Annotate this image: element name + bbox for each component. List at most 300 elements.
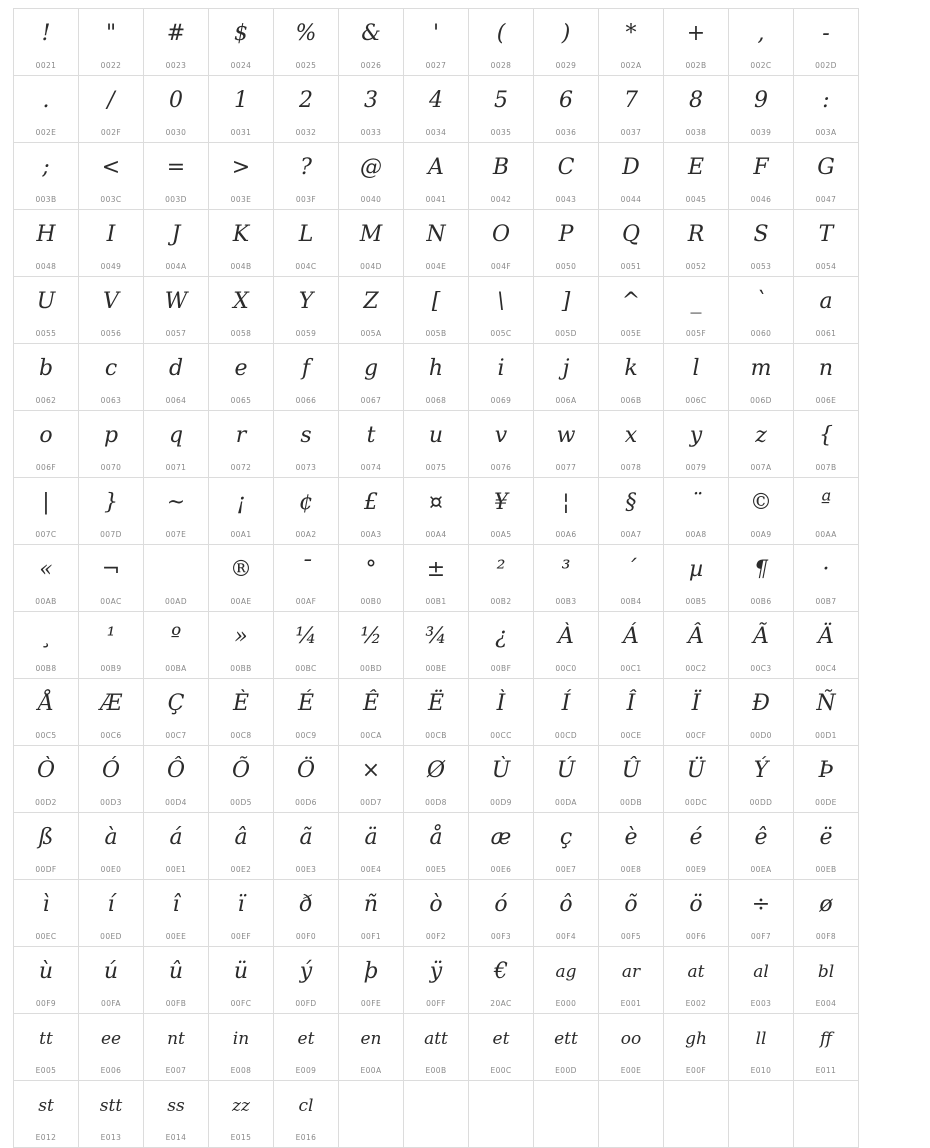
glyph-cell[interactable]: [664, 813, 729, 880]
glyph-character: 3: [364, 88, 378, 113]
glyph-cell[interactable]: [79, 746, 144, 813]
glyph-cell[interactable]: [469, 344, 534, 411]
glyph-cell[interactable]: [404, 478, 469, 545]
glyph-character: Û: [621, 758, 641, 783]
glyph-cell[interactable]: [274, 411, 339, 478]
glyph-cell[interactable]: [664, 1014, 729, 1081]
glyph-cell[interactable]: [144, 1081, 209, 1148]
glyph-cell[interactable]: [209, 612, 274, 679]
glyph-cell[interactable]: [144, 210, 209, 277]
glyph-cell[interactable]: [274, 76, 339, 143]
glyph-cell[interactable]: [729, 545, 794, 612]
glyph-codepoint: 0038: [685, 128, 707, 137]
glyph-cell[interactable]: [209, 478, 274, 545]
glyph-cell[interactable]: [469, 545, 534, 612]
glyph-cell[interactable]: [534, 411, 599, 478]
glyph-character: å: [429, 825, 443, 850]
glyph-codepoint: E00F: [685, 1066, 707, 1075]
glyph-cell[interactable]: [79, 344, 144, 411]
glyph-cell[interactable]: [469, 210, 534, 277]
glyph-cell[interactable]: [469, 746, 534, 813]
glyph-character: B: [492, 155, 510, 180]
glyph-cell[interactable]: [469, 277, 534, 344]
glyph-character: $: [234, 21, 248, 46]
glyph-cell[interactable]: [209, 880, 274, 947]
glyph-cell[interactable]: [729, 880, 794, 947]
glyph-codepoint: 00A5: [490, 530, 512, 539]
glyph-cell[interactable]: [209, 1014, 274, 1081]
glyph-cell[interactable]: [144, 143, 209, 210]
glyph-cell[interactable]: [14, 679, 79, 746]
glyph-cell[interactable]: [209, 143, 274, 210]
glyph-cell[interactable]: [729, 612, 794, 679]
glyph-codepoint: 0025: [295, 61, 317, 70]
glyph-cell[interactable]: [209, 746, 274, 813]
glyph-cell[interactable]: [534, 612, 599, 679]
glyph-cell[interactable]: [664, 9, 729, 76]
glyph-cell[interactable]: [209, 947, 274, 1014]
glyph-cell[interactable]: [274, 210, 339, 277]
glyph-cell[interactable]: [664, 746, 729, 813]
glyph-cell[interactable]: [469, 9, 534, 76]
glyph-cell[interactable]: [534, 76, 599, 143]
glyph-cell[interactable]: [794, 679, 859, 746]
glyph-cell[interactable]: [664, 612, 729, 679]
glyph-cell[interactable]: [339, 9, 404, 76]
glyph-cell[interactable]: [79, 813, 144, 880]
glyph-cell[interactable]: [534, 813, 599, 880]
glyph-cell[interactable]: [274, 880, 339, 947]
glyph-codepoint: 003D: [165, 195, 187, 204]
glyph-codepoint: 00CD: [554, 731, 578, 740]
glyph-cell[interactable]: [14, 1081, 79, 1148]
glyph-cell[interactable]: [274, 545, 339, 612]
glyph-cell[interactable]: [404, 277, 469, 344]
glyph-codepoint: E00A: [360, 1066, 382, 1075]
glyph-cell[interactable]: [534, 344, 599, 411]
glyph-codepoint: 004A: [165, 262, 187, 271]
glyph-cell[interactable]: [599, 478, 664, 545]
glyph-codepoint: 0045: [685, 195, 707, 204]
glyph-cell[interactable]: [729, 679, 794, 746]
glyph-cell[interactable]: [274, 679, 339, 746]
glyph-character: Á: [623, 624, 639, 649]
glyph-cell[interactable]: [209, 411, 274, 478]
glyph-cell[interactable]: [404, 679, 469, 746]
glyph-character: a: [819, 289, 833, 314]
glyph-cell[interactable]: [534, 143, 599, 210]
glyph-cell[interactable]: [274, 612, 339, 679]
glyph-codepoint: 0035: [490, 128, 512, 137]
glyph-codepoint: 00CE: [620, 731, 642, 740]
glyph-codepoint: 0050: [555, 262, 577, 271]
glyph-character: º: [170, 624, 182, 649]
glyph-cell[interactable]: [729, 813, 794, 880]
glyph-cell[interactable]: [274, 143, 339, 210]
glyph-character: §: [625, 490, 637, 515]
glyph-character: }: [104, 490, 118, 515]
glyph-cell[interactable]: [664, 411, 729, 478]
glyph-cell[interactable]: [794, 411, 859, 478]
glyph-cell[interactable]: [469, 76, 534, 143]
glyph-character: ¢: [299, 490, 313, 515]
glyph-cell[interactable]: [599, 9, 664, 76]
glyph-character: w: [556, 423, 576, 448]
glyph-codepoint: E012: [35, 1133, 57, 1142]
glyph-cell[interactable]: [794, 478, 859, 545]
glyph-cell[interactable]: [14, 947, 79, 1014]
glyph-codepoint: 00E7: [555, 865, 577, 874]
glyph-cell[interactable]: [339, 679, 404, 746]
glyph-cell[interactable]: [14, 880, 79, 947]
glyph-cell[interactable]: [144, 344, 209, 411]
glyph-cell[interactable]: [79, 679, 144, 746]
glyph-cell[interactable]: [14, 277, 79, 344]
glyph-cell[interactable]: [404, 1014, 469, 1081]
glyph-cell[interactable]: [209, 813, 274, 880]
glyph-cell[interactable]: [469, 880, 534, 947]
glyph-cell[interactable]: [79, 9, 144, 76]
glyph-cell[interactable]: [14, 545, 79, 612]
glyph-cell[interactable]: [534, 880, 599, 947]
glyph-codepoint: 0079: [685, 463, 707, 472]
glyph-cell[interactable]: [14, 746, 79, 813]
glyph-cell[interactable]: [599, 76, 664, 143]
glyph-character: Ø: [426, 758, 446, 783]
glyph-cell[interactable]: [599, 746, 664, 813]
glyph-cell[interactable]: [729, 411, 794, 478]
glyph-codepoint: 006C: [685, 396, 707, 405]
glyph-cell[interactable]: [534, 9, 599, 76]
glyph-cell[interactable]: [794, 947, 859, 1014]
glyph-cell[interactable]: [664, 478, 729, 545]
glyph-cell[interactable]: [209, 545, 274, 612]
glyph-cell[interactable]: [339, 746, 404, 813]
glyph-cell[interactable]: [599, 411, 664, 478]
glyph-cell[interactable]: [274, 478, 339, 545]
glyph-codepoint: 003F: [295, 195, 317, 204]
glyph-character: ¯: [300, 557, 312, 582]
glyph-cell[interactable]: [79, 411, 144, 478]
glyph-cell[interactable]: [664, 679, 729, 746]
glyph-character: ll: [755, 1029, 767, 1049]
glyph-character: ¦: [562, 490, 570, 515]
glyph-cell[interactable]: [144, 947, 209, 1014]
glyph-character: F: [753, 155, 769, 180]
glyph-character: gh: [685, 1029, 707, 1049]
glyph-cell[interactable]: [729, 746, 794, 813]
glyph-cell[interactable]: [794, 880, 859, 947]
glyph-cell[interactable]: [729, 9, 794, 76]
glyph-codepoint: 003B: [35, 195, 57, 204]
glyph-cell[interactable]: [794, 277, 859, 344]
glyph-cell[interactable]: [14, 478, 79, 545]
glyph-cell[interactable]: [339, 210, 404, 277]
glyph-character: ee: [100, 1029, 122, 1049]
glyph-cell[interactable]: [14, 344, 79, 411]
glyph-cell[interactable]: [794, 612, 859, 679]
glyph-cell[interactable]: [599, 277, 664, 344]
glyph-cell[interactable]: [14, 1014, 79, 1081]
glyph-character: ×: [361, 758, 381, 783]
glyph-codepoint: 0068: [425, 396, 447, 405]
glyph-character: î: [172, 892, 180, 917]
glyph-cell[interactable]: [404, 612, 469, 679]
glyph-cell[interactable]: [729, 344, 794, 411]
glyph-codepoint: 00E0: [100, 865, 122, 874]
glyph-cell[interactable]: [469, 947, 534, 1014]
glyph-character: q: [168, 423, 184, 448]
glyph-codepoint: 0042: [490, 195, 512, 204]
glyph-cell[interactable]: [144, 9, 209, 76]
glyph-cell[interactable]: [79, 143, 144, 210]
glyph-cell[interactable]: [599, 344, 664, 411]
glyph-cell[interactable]: [144, 411, 209, 478]
glyph-cell[interactable]: [534, 1014, 599, 1081]
glyph-cell[interactable]: [664, 947, 729, 1014]
glyph-codepoint: 0057: [165, 329, 187, 338]
glyph-cell[interactable]: [664, 344, 729, 411]
glyph-cell[interactable]: [339, 545, 404, 612]
glyph-cell[interactable]: [664, 545, 729, 612]
glyph-cell[interactable]: [404, 746, 469, 813]
glyph-codepoint: 00DB: [619, 798, 643, 807]
glyph-cell[interactable]: [79, 277, 144, 344]
glyph-cell[interactable]: [274, 746, 339, 813]
glyph-cell[interactable]: [794, 1014, 859, 1081]
glyph-cell[interactable]: [79, 947, 144, 1014]
glyph-character: Ã: [753, 624, 769, 649]
glyph-cell[interactable]: [794, 9, 859, 76]
glyph-character: ¹: [106, 624, 116, 649]
glyph-cell[interactable]: [144, 746, 209, 813]
glyph-character: i: [497, 356, 505, 381]
glyph-cell[interactable]: [794, 344, 859, 411]
glyph-cell[interactable]: [14, 813, 79, 880]
glyph-cell[interactable]: [469, 411, 534, 478]
glyph-cell[interactable]: [14, 411, 79, 478]
glyph-character: x: [624, 423, 638, 448]
glyph-codepoint: 0031: [230, 128, 252, 137]
glyph-cell[interactable]: [404, 143, 469, 210]
glyph-character: -: [822, 21, 830, 46]
glyph-cell[interactable]: [14, 76, 79, 143]
glyph-cell[interactable]: [14, 612, 79, 679]
glyph-cell[interactable]: [209, 344, 274, 411]
glyph-cell[interactable]: [599, 210, 664, 277]
glyph-cell[interactable]: [729, 1014, 794, 1081]
glyph-cell[interactable]: [664, 143, 729, 210]
glyph-cell[interactable]: [274, 947, 339, 1014]
glyph-cell[interactable]: [599, 813, 664, 880]
glyph-cell[interactable]: [79, 76, 144, 143]
glyph-cell[interactable]: [144, 813, 209, 880]
glyph-cell[interactable]: [209, 679, 274, 746]
glyph-cell[interactable]: [404, 210, 469, 277]
glyph-character: p: [103, 423, 119, 448]
glyph-cell[interactable]: [534, 947, 599, 1014]
glyph-cell[interactable]: [729, 76, 794, 143]
glyph-cell[interactable]: [274, 277, 339, 344]
glyph-cell[interactable]: [339, 947, 404, 1014]
glyph-cell[interactable]: [534, 210, 599, 277]
glyph-character: Ë: [427, 691, 445, 716]
glyph-cell[interactable]: [469, 478, 534, 545]
glyph-cell[interactable]: [664, 277, 729, 344]
glyph-cell[interactable]: [339, 344, 404, 411]
glyph-character: Í: [561, 691, 571, 716]
glyph-character: +: [686, 21, 706, 46]
glyph-character: ): [561, 21, 571, 46]
glyph-cell[interactable]: [404, 344, 469, 411]
glyph-cell[interactable]: [534, 478, 599, 545]
glyph-cell[interactable]: [339, 143, 404, 210]
glyph-cell[interactable]: [339, 612, 404, 679]
glyph-character: _: [690, 289, 702, 314]
glyph-cell[interactable]: [274, 1081, 339, 1148]
glyph-cell[interactable]: [209, 277, 274, 344]
glyph-character: ½: [360, 624, 382, 649]
glyph-cell[interactable]: [339, 277, 404, 344]
glyph-cell[interactable]: [144, 612, 209, 679]
glyph-cell[interactable]: [469, 612, 534, 679]
glyph-cell[interactable]: [664, 210, 729, 277]
glyph-cell[interactable]: [664, 76, 729, 143]
glyph-cell[interactable]: [729, 277, 794, 344]
glyph-cell[interactable]: [599, 612, 664, 679]
glyph-cell[interactable]: [404, 411, 469, 478]
glyph-character: ù: [38, 959, 54, 984]
glyph-cell[interactable]: [729, 947, 794, 1014]
glyph-cell[interactable]: [534, 545, 599, 612]
glyph-cell[interactable]: [404, 76, 469, 143]
glyph-cell[interactable]: [469, 679, 534, 746]
glyph-cell[interactable]: [794, 76, 859, 143]
glyph-cell[interactable]: [404, 880, 469, 947]
glyph-character: *: [625, 21, 637, 46]
glyph-cell[interactable]: [339, 478, 404, 545]
glyph-character: Ä: [818, 624, 834, 649]
glyph-cell[interactable]: [274, 813, 339, 880]
glyph-cell[interactable]: [404, 545, 469, 612]
glyph-character: ¥: [494, 490, 508, 515]
glyph-cell[interactable]: [599, 679, 664, 746]
glyph-character: ë: [819, 825, 833, 850]
glyph-cell[interactable]: [79, 880, 144, 947]
glyph-cell[interactable]: [339, 1014, 404, 1081]
glyph-codepoint: 00FF: [426, 999, 446, 1008]
glyph-cell[interactable]: [534, 277, 599, 344]
glyph-cell[interactable]: [209, 76, 274, 143]
glyph-cell[interactable]: [14, 143, 79, 210]
glyph-codepoint: 00A7: [620, 530, 642, 539]
glyph-character: P: [558, 222, 574, 247]
glyph-codepoint: 00C2: [685, 664, 707, 673]
glyph-character: R: [687, 222, 705, 247]
glyph-codepoint: 0053: [750, 262, 772, 271]
glyph-cell[interactable]: [144, 679, 209, 746]
glyph-cell[interactable]: [144, 76, 209, 143]
glyph-cell[interactable]: [274, 1014, 339, 1081]
glyph-cell[interactable]: [144, 880, 209, 947]
glyph-cell[interactable]: [209, 9, 274, 76]
glyph-cell[interactable]: [599, 545, 664, 612]
glyph-cell[interactable]: [794, 545, 859, 612]
glyph-codepoint: 00E1: [165, 865, 187, 874]
glyph-cell[interactable]: [14, 210, 79, 277]
glyph-cell[interactable]: [209, 1081, 274, 1148]
glyph-cell[interactable]: [599, 947, 664, 1014]
glyph-cell[interactable]: [794, 813, 859, 880]
glyph-codepoint: 004E: [425, 262, 447, 271]
glyph-cell[interactable]: [339, 76, 404, 143]
glyph-cell[interactable]: [469, 1014, 534, 1081]
glyph-cell[interactable]: [664, 880, 729, 947]
glyph-codepoint: E008: [230, 1066, 252, 1075]
glyph-cell[interactable]: [729, 478, 794, 545]
glyph-cell[interactable]: [144, 478, 209, 545]
glyph-cell[interactable]: [599, 143, 664, 210]
glyph-cell[interactable]: [79, 210, 144, 277]
glyph-character: <: [101, 155, 121, 180]
glyph-cell[interactable]: [534, 746, 599, 813]
glyph-cell[interactable]: [534, 679, 599, 746]
glyph-character: [144, 553, 208, 587]
glyph-cell[interactable]: [599, 1014, 664, 1081]
glyph-cell[interactable]: [404, 813, 469, 880]
glyph-cell[interactable]: [79, 612, 144, 679]
glyph-cell[interactable]: [144, 1014, 209, 1081]
glyph-cell[interactable]: [274, 9, 339, 76]
glyph-cell[interactable]: [729, 143, 794, 210]
glyph-cell[interactable]: [79, 478, 144, 545]
glyph-cell[interactable]: [339, 813, 404, 880]
glyph-cell-empty: [469, 1081, 534, 1148]
glyph-codepoint: 00E9: [685, 865, 707, 874]
glyph-codepoint: 00ED: [100, 932, 122, 941]
glyph-codepoint: 00CC: [490, 731, 512, 740]
glyph-codepoint: E007: [165, 1066, 187, 1075]
glyph-character: ú: [103, 959, 119, 984]
glyph-cell[interactable]: [469, 813, 534, 880]
glyph-cell[interactable]: [14, 9, 79, 76]
glyph-cell[interactable]: [469, 143, 534, 210]
glyph-cell[interactable]: [339, 880, 404, 947]
glyph-cell[interactable]: [404, 9, 469, 76]
glyph-cell[interactable]: [274, 344, 339, 411]
glyph-cell[interactable]: [79, 545, 144, 612]
glyph-cell[interactable]: [144, 545, 209, 612]
glyph-cell[interactable]: [794, 143, 859, 210]
glyph-cell[interactable]: [794, 746, 859, 813]
glyph-cell[interactable]: [729, 210, 794, 277]
glyph-cell[interactable]: [79, 1081, 144, 1148]
glyph-codepoint: 004B: [230, 262, 252, 271]
glyph-codepoint: 00A3: [360, 530, 382, 539]
glyph-cell[interactable]: [79, 1014, 144, 1081]
glyph-codepoint: 00AF: [295, 597, 317, 606]
glyph-character: en: [360, 1029, 382, 1049]
glyph-codepoint: 0056: [100, 329, 122, 338]
glyph-codepoint: 0077: [555, 463, 577, 472]
glyph-cell[interactable]: [599, 880, 664, 947]
glyph-cell[interactable]: [404, 947, 469, 1014]
glyph-cell[interactable]: [339, 411, 404, 478]
glyph-codepoint: 00BB: [230, 664, 252, 673]
glyph-cell[interactable]: [794, 210, 859, 277]
glyph-cell[interactable]: [144, 277, 209, 344]
glyph-cell[interactable]: [209, 210, 274, 277]
